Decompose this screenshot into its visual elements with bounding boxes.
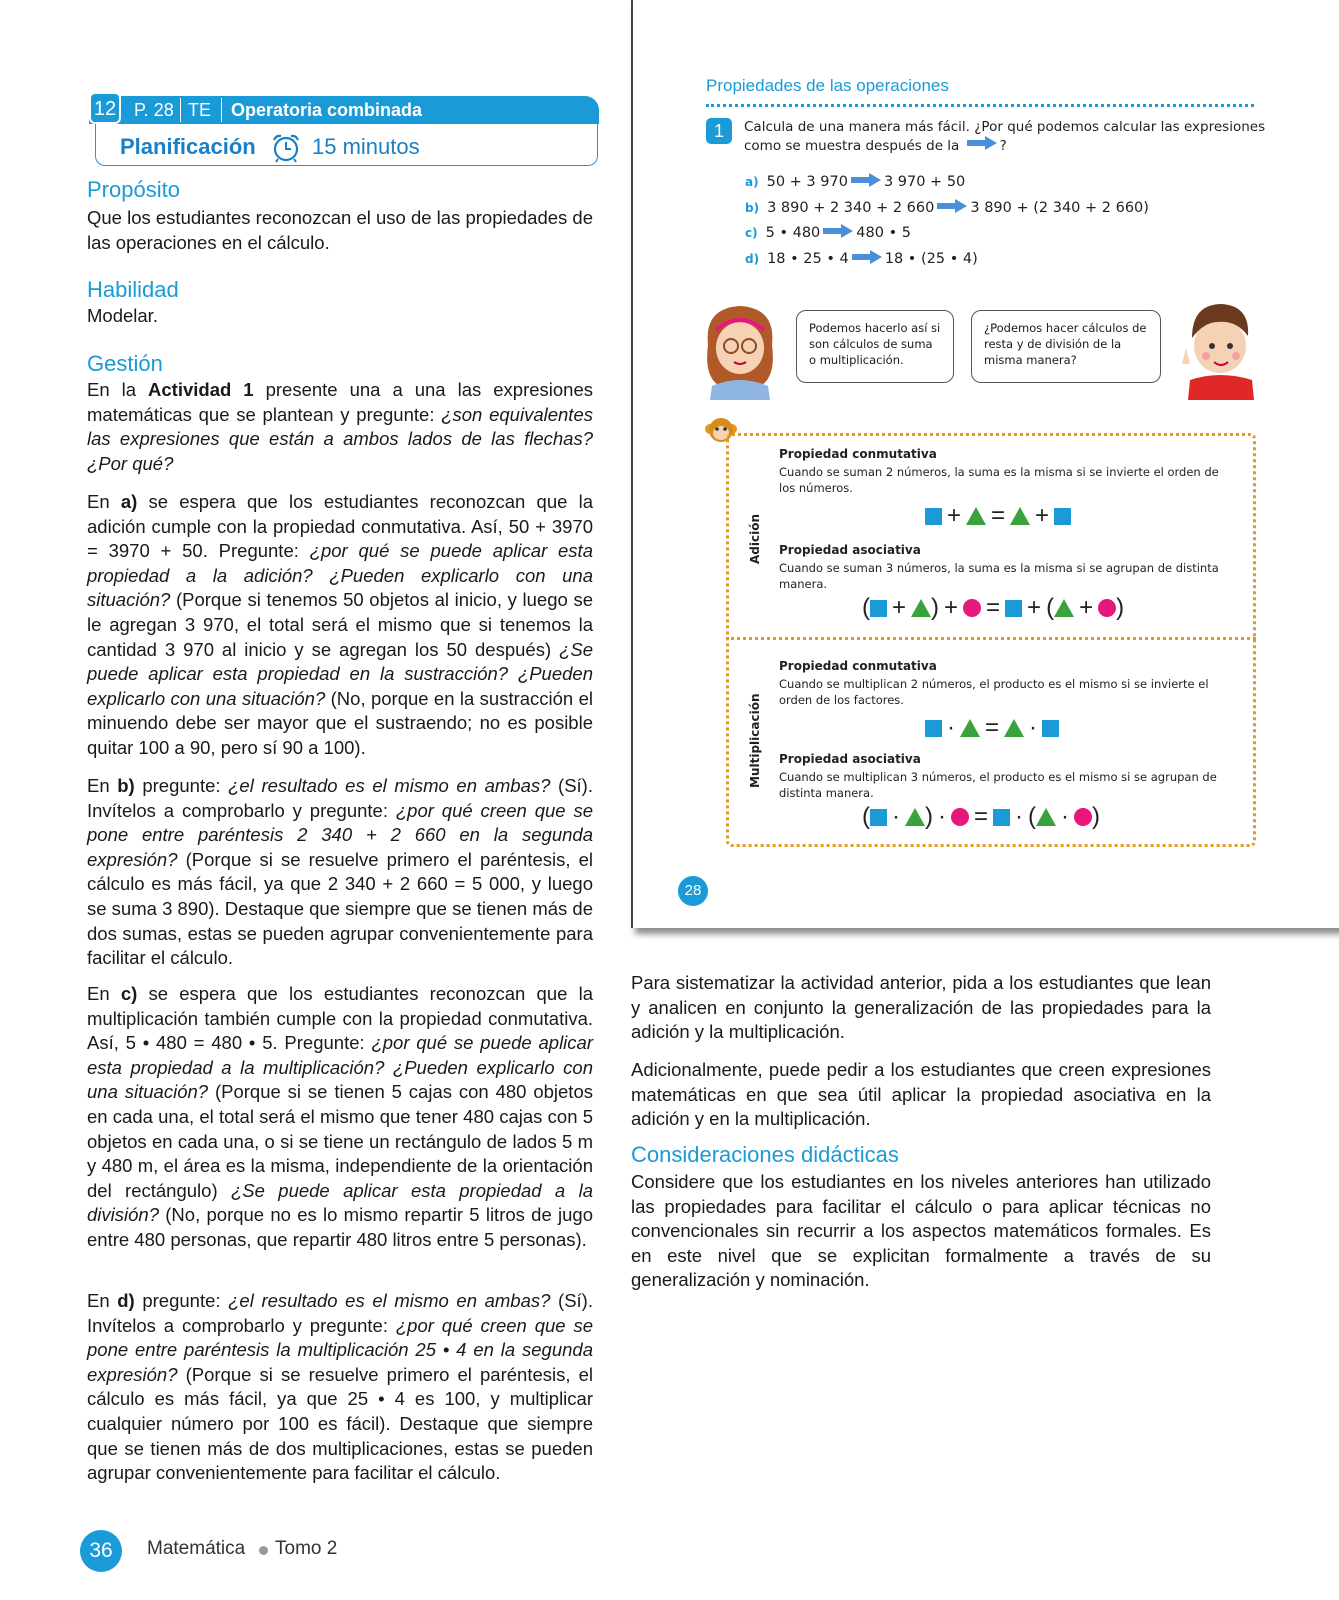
arrow-icon xyxy=(934,199,970,217)
section-heading-proposito: Propósito xyxy=(87,177,180,202)
book-volume: Tomo 2 xyxy=(275,1538,338,1559)
exercise-row: a) 50 + 3 970 3 970 + 50 xyxy=(745,174,966,190)
triangle-shape xyxy=(1004,719,1024,737)
header-divider xyxy=(180,98,181,122)
proposito-text: Que los estudiantes reconozcan el uso de las propiedades de las operaciones en el cálculo. xyxy=(87,207,594,253)
right-paragraph-1: Para sistematizar la actividad anterior, pida a los estudiantes que lean y analicen en conjunto la generalización de las propiedades para la adición y la multiplicación. xyxy=(631,972,1211,1043)
triangle-shape xyxy=(1054,599,1074,617)
page-reference: P. 28 xyxy=(134,100,174,120)
page-number: 36 xyxy=(80,1530,122,1572)
arrow-icon xyxy=(964,138,1000,154)
paragraph-d: En d) pregunte: ¿el resultado es el mismo en ambas? (Sí). Invítelos a comprobarlo y pregunte: ¿por qué creen que se pone entre paréntesis la multiplicación 25 • 4 en la segunda expresión? (Porque si se resuelve primero el paréntesis, el cálculo es más fácil, ya que 25 • 4 es 100, y multiplicar cualquier número por 100 es fácil). Destaque que siempre que se tienen más de dos multiplicaciones, estas se pueden agrupar convenientemente para facilitar el cálculo. xyxy=(87,1290,593,1484)
section-heading-gestion: Gestión xyxy=(87,351,163,376)
arrow-icon xyxy=(848,173,884,191)
habilidad-text: Modelar. xyxy=(87,305,158,326)
girl-illustration xyxy=(700,300,780,405)
speech-bubble-boy: ¿Podemos hacer cálculos de resta y de división de la misma manera? xyxy=(971,310,1161,383)
circle-shape xyxy=(1074,808,1092,826)
gestion-paragraph: En la Actividad 1 presente una a una las expresiones matemáticas que se plantean y pregunte: ¿son equivalentes las expresiones que están a ambos lados de las flechas? ¿Por qué? xyxy=(87,379,593,474)
activity-instruction: Calcula de una manera más fácil. ¿Por qué podemos calcular las expresiones como se muestra después de la ? xyxy=(744,119,1266,154)
lesson-topic: Operatoria combinada xyxy=(231,100,423,120)
arrow-icon xyxy=(820,224,856,242)
activity-number: 1 xyxy=(706,118,732,144)
formula-associative-multiplication: ( · ) · = · ( · ) xyxy=(862,803,1101,830)
exercise-row: c) 5 • 480 480 • 5 xyxy=(745,225,911,241)
paragraph-b: En b) pregunte: ¿el resultado es el mismo en ambas? (Sí). Invítelos a comprobarlo y pregunte: ¿por qué creen que se pone entre paréntesis 2 340 + 2 660 en la segunda expresión? (Porque si se resuelve primero el paréntesis, el cálculo es más fácil, ya que 2 340 + 2 660 = 5 000, y luego se suma 3 890). Destaque que siempre que se tienen más de dos sumas, estas se pueden agrupar convenientemente para facilitar el cálculo. xyxy=(87,775,593,969)
planning-time: 15 minutos xyxy=(312,134,420,159)
square-shape xyxy=(925,508,942,525)
property-title: Propiedad asociativa xyxy=(779,543,921,557)
footer-bullet xyxy=(259,1546,268,1555)
circle-shape xyxy=(951,808,969,826)
square-shape xyxy=(925,720,942,737)
triangle-shape xyxy=(905,808,925,826)
square-shape xyxy=(1054,508,1071,525)
property-description: Cuando se multiplican 2 números, el producto es el mismo si se invierte el orden de los factores. xyxy=(779,677,1209,707)
header-divider xyxy=(221,98,222,122)
property-description: Cuando se suman 3 números, la suma es la misma si se agrupan de distinta manera. xyxy=(779,561,1219,591)
formula-associative-addition: ( + ) + = + ( + ) xyxy=(862,594,1125,621)
property-description: Cuando se suman 2 números, la suma es la misma si se invierte el orden de los números. xyxy=(779,465,1219,495)
triangle-shape xyxy=(911,599,931,617)
dotted-divider xyxy=(706,104,1254,107)
circle-shape xyxy=(1098,599,1116,617)
properties-divider xyxy=(726,637,1256,640)
exercise-row: d) 18 • 25 • 4 18 • (25 • 4) xyxy=(745,251,978,267)
triangle-shape xyxy=(966,507,986,525)
alarm-clock-icon xyxy=(270,133,302,168)
arrow-icon xyxy=(849,250,885,268)
planning-label: Planificación xyxy=(120,134,256,159)
section-heading-consideraciones: Consideraciones didácticas xyxy=(631,1142,899,1167)
square-shape xyxy=(870,600,887,617)
circle-shape xyxy=(963,599,981,617)
square-shape xyxy=(1042,720,1059,737)
paragraph-c: En c) se espera que los estudiantes reconozcan que la multiplicación también cumple con la propiedad conmutativa. Así, 5 • 480 = 480 • 5. Pregunte: ¿por qué se puede aplicar esta propiedad a la multiplicación? ¿Pueden explicarlo con una situación? (Porque si se tienen 5 cajas con 480 objetos en cada una, el total será el mismo que tener 480 cajas con 5 objetos en cada una, o si se tiene un rectángulo de lados 5 m y 480 m, el área es la misma, independiente de la orientación del rectángulo) ¿Se puede aplicar esta propiedad a la división? (No, porque no es lo mismo repartir 5 litros de jugo entre 480 personas, que repartir 480 litros entre 5 personas). xyxy=(87,983,593,1250)
formula-commutative-addition: + = + xyxy=(925,502,1071,530)
square-shape xyxy=(870,809,887,826)
property-title: Propiedad conmutativa xyxy=(779,447,937,461)
book-title: Matemática xyxy=(147,1538,246,1559)
consideraciones-text: Considere que los estudiantes en los niveles anteriores han utilizado las propiedades para facilitar el cálculo o para aplicar técnicas no convencionales sin recurrir a los aspectos matemáticos formales. Es en este nivel que se explicitan formalmente a través de su generalización y nominación. xyxy=(631,1171,1211,1291)
multiplicacion-side-label: Multiplicación xyxy=(748,693,762,788)
right-paragraph-2: Adicionalmente, puede pedir a los estudiantes que creen expresiones matemáticas en que sea útil aplicar la propiedad asociativa en la adición y en la multiplicación. xyxy=(631,1059,1211,1130)
adicion-side-label: Adición xyxy=(748,513,762,564)
student-page-number: 28 xyxy=(678,876,708,906)
property-title: Propiedad conmutativa xyxy=(779,659,937,673)
property-title: Propiedad asociativa xyxy=(779,752,921,766)
lesson-number: 12 xyxy=(89,92,121,124)
section-heading-habilidad: Habilidad xyxy=(87,277,179,302)
boy-illustration xyxy=(1178,296,1258,405)
paragraph-a: En a) se espera que los estudiantes reconozcan que la adición cumple con la propiedad conmutativa. Así, 50 + 3970 = 3970 + 50. Pregunte: ¿por qué se puede aplicar esta propiedad a la adición? ¿Pueden explicarlo con una situación? (Porque si tenemos 50 objetos al inicio, y luego se le agregan 3 970, el total será el mismo que si tenemos la cantidad 3 970 al inicio y se agregan los 50 después) ¿Se puede aplicar esta propiedad en la sustracción? ¿Pueden explicarlo con una situación? (No, porque en la sustracción el minuendo debe ser mayor que el sustraendo; no es posible quitar 100 a 90, pero sí 90 a 100). xyxy=(87,491,593,758)
triangle-shape xyxy=(1036,808,1056,826)
triangle-shape xyxy=(960,719,980,737)
property-description: Cuando se multiplican 3 números, el producto es el mismo si se agrupan de distinta manera. xyxy=(779,770,1217,800)
te-label: TE xyxy=(188,100,212,120)
student-page-title: Propiedades de las operaciones xyxy=(706,76,949,95)
square-shape xyxy=(993,809,1010,826)
square-shape xyxy=(1005,600,1022,617)
speech-bubble-girl: Podemos hacerlo así si son cálculos de suma o multiplicación. xyxy=(796,310,954,383)
triangle-shape xyxy=(1010,507,1030,525)
exercise-row: b) 3 890 + 2 340 + 2 660 3 890 + (2 340 + 2 660) xyxy=(745,200,1149,216)
formula-commutative-multiplication: · = · xyxy=(925,714,1059,742)
